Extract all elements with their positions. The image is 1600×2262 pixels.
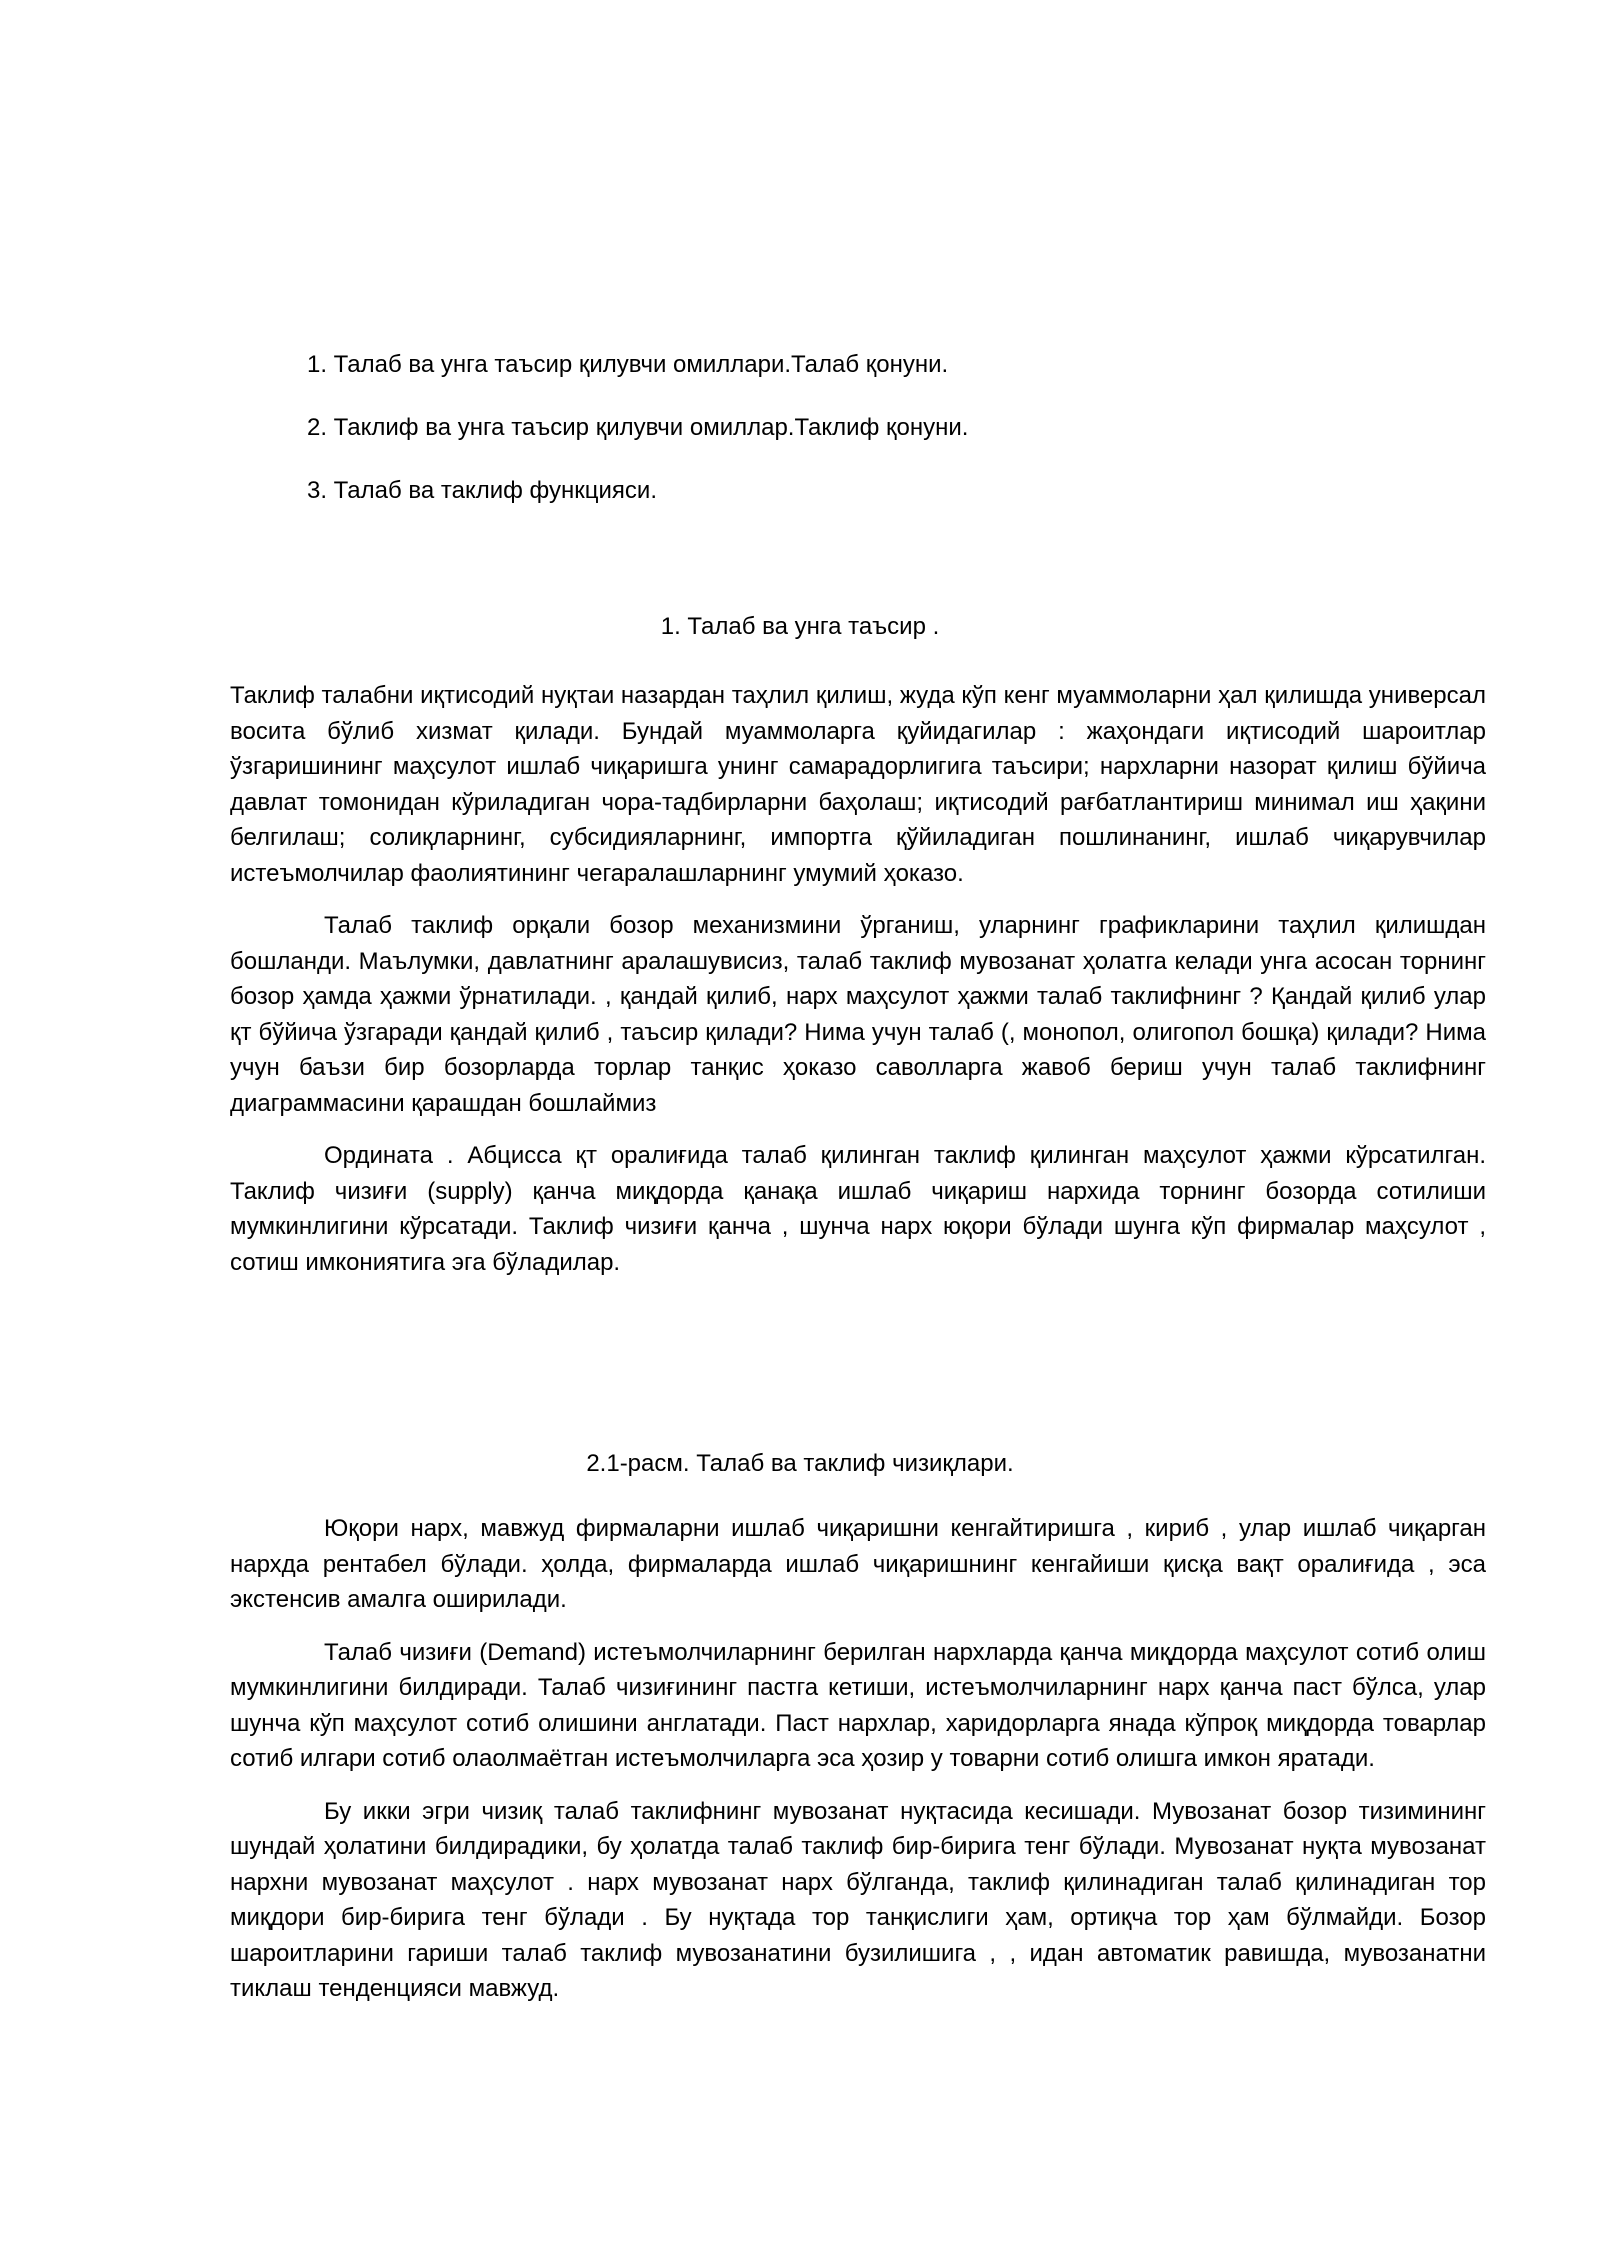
text-block-1 xyxy=(230,678,1486,1297)
paragraph: Юқори нарх, мавжуд фирмаларни ишлаб чиқаришни кенгайтиришга , кириб , улар ишлаб чиқарган нархда рентабел бўлади. ҳолда, фирмаларда ишлаб чиқаришнинг кенгайиши қисқа вақт оралиғида , эса экстенсив амалга оширилади. xyxy=(230,1515,1486,1613)
outline-item: 2. Таклиф ва унга таъсир қилувчи омиллар.Таклиф қонуни. xyxy=(307,414,969,441)
section-heading: 1. Талаб ва унга таъсир . xyxy=(660,613,940,640)
outline-item: 1. Талаб ва унга таъсир қилувчи омиллари.Талаб қонуни. xyxy=(307,351,949,378)
figure-caption: 2.1-расм. Талаб ва таклиф чизиқлари. xyxy=(586,1450,1014,1477)
paragraph: Бу икки эгри чизиқ талаб таклифнинг мувозанат нуқтасида кесишади. Мувозанат бозор тизимининг шундай ҳолатини билдирадики, бу ҳолатда талаб таклиф бир-бирига тенг бўлади. Мувозанат нуқта мувозанат нархни мувозанат маҳсулот . нарх мувозанат нарх бўлганда, таклиф қилинадиган талаб қилинадиган тор миқдори бир-бирига тенг бўлади . Бу нуқтада тор танқислиги ҳам, ортиқча тор ҳам бўлмайди. Бозор шароитларини гариши талаб таклиф мувозанатини бузилишига , , идан автоматик равишда, мувозанатни тиклаш тенденцияси мавжуд. xyxy=(230,1797,1486,2002)
paragraph: Талаб таклиф орқали бозор механизмини ўрганиш, уларнинг графикларини таҳлил қилишдан бошланди. Маълумки, давлатнинг аралашувисиз, талаб таклиф мувозанат ҳолатга келади унга асосан торнинг бозор ҳамда ҳажми ўрнатилади. , қандай қилиб, нарх маҳсулот ҳажми талаб таклифнинг ? Қандай қилиб улар қт бўйича ўзгаради қандай қилиб , таъсир қилади? Нима учун талаб (, монопол, олигопол бошқа) қилади? Нима учун баъзи бир бозорларда торлар танқис ҳоказо саволларга жавоб бериш учун талаб таклифнинг диаграммасини қарашдан бошлаймиз xyxy=(230,912,1486,1117)
text-block-2 xyxy=(230,1511,1486,2024)
paragraph: Ордината . Абцисса қт оралиғида талаб қилинган таклиф қилинган маҳсулот ҳажми кўрсатилган. Таклиф чизиғи (supply) қанча миқдорда қанақа ишлаб чиқариш нархида торнинг бозорда сотилиши мумкинлигини кўрсатади. Таклиф чизиғи қанча , шунча нарх юқори бўлади шунга кўп фирмалар маҳсулот , сотиш имкониятига эга бўладилар. xyxy=(230,1142,1486,1276)
paragraph: Талаб чизиғи (Demand) истеъмолчиларнинг берилган нархларда қанча миқдорда маҳсулот сотиб олиш мумкинлигини билдиради. Талаб чизиғининг пастга кетиши, истеъмолчиларнинг нарх қанча паст бўлса, улар шунча кўп маҳсулот сотиб олишини англатади. Паст нархлар, харидорларга янада кўпроқ миқдорда товарлар сотиб илгари сотиб олаолмаётган истеъмолчиларга эса ҳозир у товарни сотиб олишга имкон яратади. xyxy=(230,1638,1486,1772)
paragraph: Таклиф талабни иқтисодий нуқтаи назардан таҳлил қилиш, жуда кўп кенг муаммоларни ҳал қилишда универсал восита бўлиб хизмат қилади. Бундай муаммоларга қуйидагилар : жаҳондаги иқтисодий шароитлар ўзгаришининг маҳсулот ишлаб чиқаришга унинг самарадорлигига таъсири; нархларни назорат қилиш бўйича давлат томонидан кўриладиган чора-тадбирларни баҳолаш; иқтисодий рағбатлантириш минимал иш ҳақини белгилаш; солиқларнинг, субсидияларнинг, импортга қўйиладиган пошлинанинг, ишлаб чиқарувчилар истеъмолчилар фаолиятининг чегаралашларнинг умумий ҳоказо. xyxy=(230,682,1486,887)
outline-item: 3. Талаб ва таклиф функцияси. xyxy=(307,477,657,504)
topic-outline xyxy=(307,350,968,539)
